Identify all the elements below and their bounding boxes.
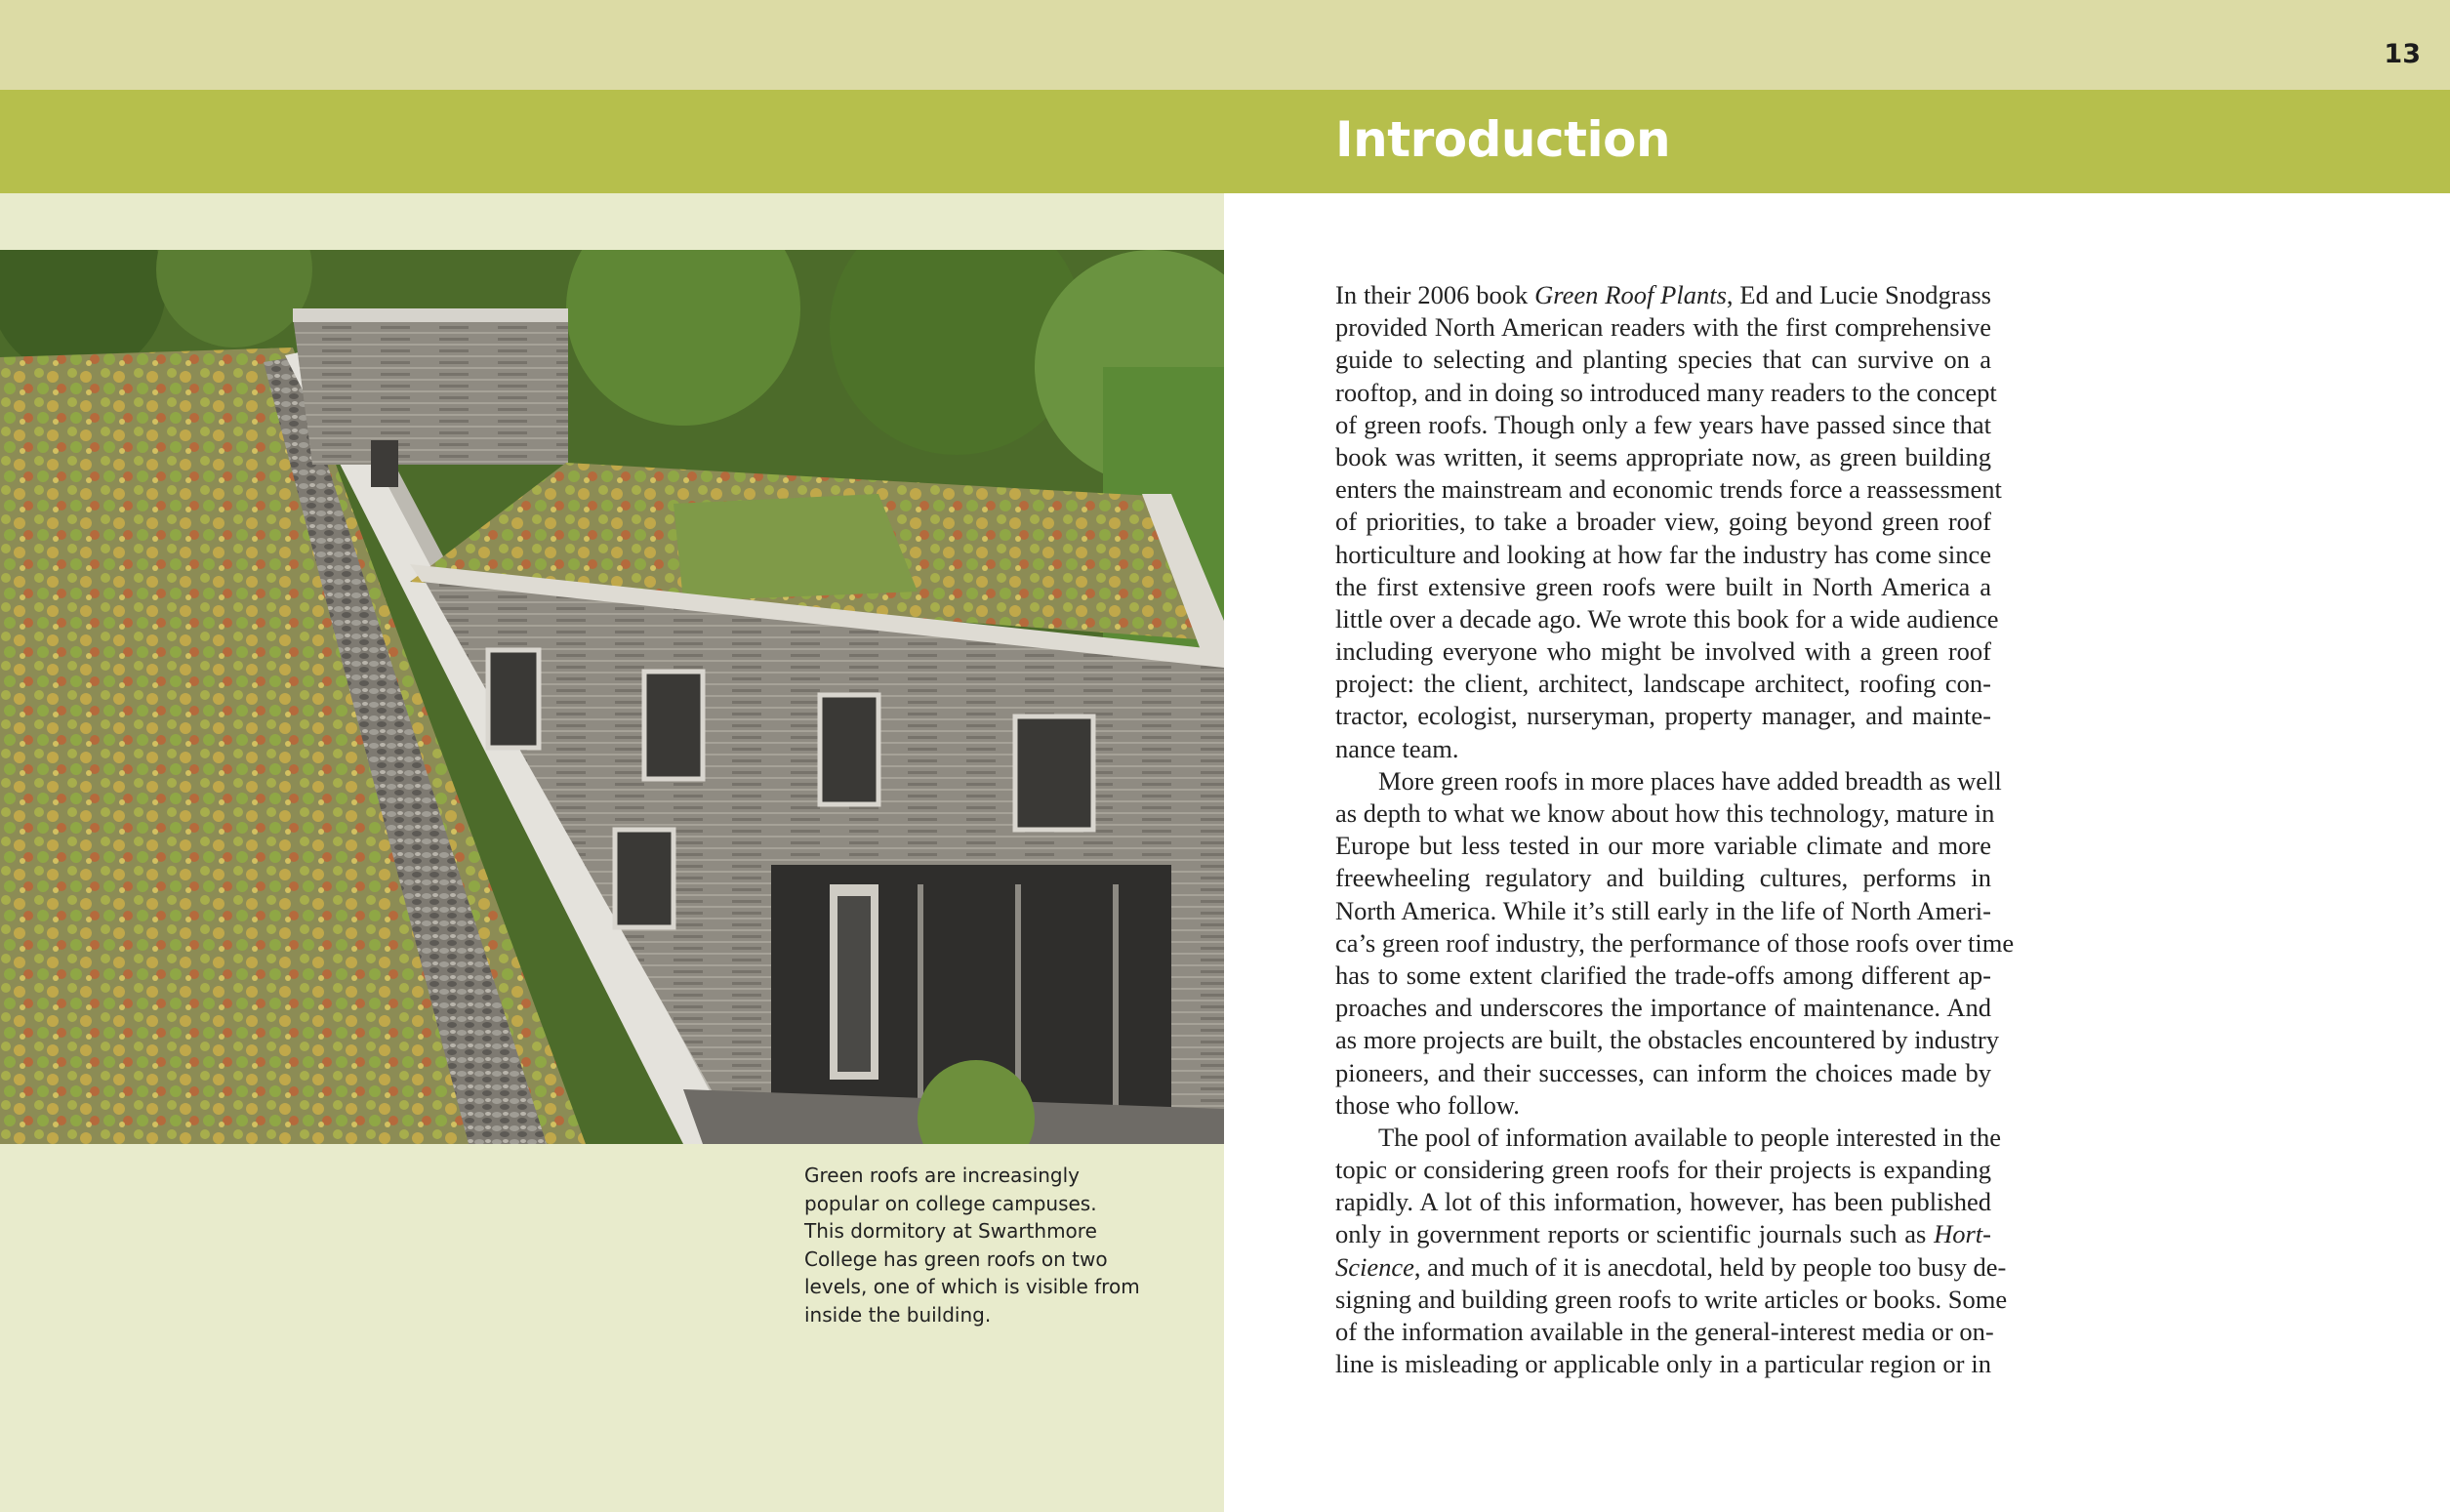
body-line: [1335, 1251, 2007, 1284]
body-line: More green roofs in more places have added breadth as well: [1378, 765, 2002, 796]
caption-line: inside the building.: [804, 1302, 992, 1327]
text-run: , Ed and Lucie Snodgrass: [1726, 280, 1991, 309]
journal-title: Science: [1335, 1251, 1414, 1282]
body-line: little over a decade ago. We wrote this book for a wide audience: [1335, 603, 1999, 633]
body-line: as depth to what we know about how this technology, mature in: [1335, 798, 1995, 828]
body-line: freewheeling regulatory and building cultures, performs in: [1335, 863, 1991, 893]
body-line: [1335, 1218, 1991, 1250]
body-line: including everyone who might be involved with a green roof: [1335, 636, 1991, 667]
chapter-title-band: [0, 90, 2450, 193]
body-line: of priorities, to take a broader view, going beyond green roof: [1335, 507, 1991, 537]
photo-caption: [804, 1162, 1140, 1328]
body-line: the first extensive green roofs were built in North America a: [1335, 571, 1991, 601]
body-line: proaches and underscores the importance of maintenance. And: [1335, 993, 1991, 1023]
body-line: project: the client, architect, landscape architect, roofing con-: [1335, 669, 1991, 699]
body-line: Europe but less tested in our more variable climate and more: [1335, 831, 1991, 861]
body-line: nance team.: [1335, 733, 1459, 763]
body-line: of the information available in the general-interest media or on-: [1335, 1317, 1994, 1346]
body-line: has to some extent clarified the trade-offs among different ap-: [1335, 960, 1991, 990]
body-line: those who follow.: [1335, 1089, 1520, 1120]
caption-line: This dormitory at Swarthmore: [804, 1219, 1097, 1243]
body-line: of green roofs. Though only a few years have passed since that: [1335, 409, 1991, 439]
chapter-title: Introduction: [1335, 111, 1671, 168]
journal-title: Hort-: [1934, 1219, 1991, 1249]
body-line: ca’s green roof industry, the performance of those roofs over time: [1335, 927, 2015, 958]
text-run: , and much of it is anecdotal, held by people too busy de-: [1413, 1251, 2007, 1282]
caption-line: popular on college campuses.: [804, 1191, 1097, 1215]
body-line: The pool of information available to people interested in the: [1378, 1122, 2002, 1152]
body-line: [1335, 279, 1991, 311]
body-line: rooftop, and in doing so introduced many readers to the concept: [1335, 377, 1997, 407]
body-line: as more projects are built, the obstacles encountered by industry: [1335, 1025, 1999, 1055]
body-line: tractor, ecologist, nurseryman, property manager, and mainte-: [1335, 701, 1991, 731]
header-band: [0, 0, 2450, 90]
rooftop-garden-photo: [0, 250, 1224, 1144]
body-line: signing and building green roofs to write articles or books. Some: [1335, 1284, 2008, 1314]
caption-line: levels, one of which is visible from: [804, 1275, 1140, 1298]
text-run: only in government reports or scientific journals such as: [1335, 1219, 1935, 1249]
body-line: enters the mainstream and economic trends force a reassessment: [1335, 474, 2002, 505]
body-line: guide to selecting and planting species that can survive on a: [1335, 345, 1991, 375]
caption-line: College has green roofs on two: [804, 1246, 1108, 1271]
body-line: rapidly. A lot of this information, however, has been published: [1335, 1187, 1991, 1217]
book-title: Green Roof Plants: [1534, 280, 1727, 309]
caption-line: Green roofs are increasingly: [804, 1164, 1081, 1187]
page-number: 13: [2384, 39, 2421, 69]
body-line: book was written, it seems appropriate now, as green building: [1335, 441, 1991, 471]
body-text: [1335, 279, 2015, 1380]
body-line: North America. While it’s still early in the life of North Ameri-: [1335, 895, 1991, 925]
text-run: In their 2006 book: [1335, 280, 1535, 309]
body-line: horticulture and looking at how far the industry has come since: [1335, 539, 1991, 569]
body-line: topic or considering green roofs for their projects is expanding: [1335, 1155, 1991, 1185]
body-line: provided North American readers with the first comprehensive: [1335, 312, 1991, 343]
body-line: line is misleading or applicable only in a particular region or in: [1335, 1349, 1991, 1379]
body-line: pioneers, and their successes, can inform the choices made by: [1335, 1057, 1991, 1087]
